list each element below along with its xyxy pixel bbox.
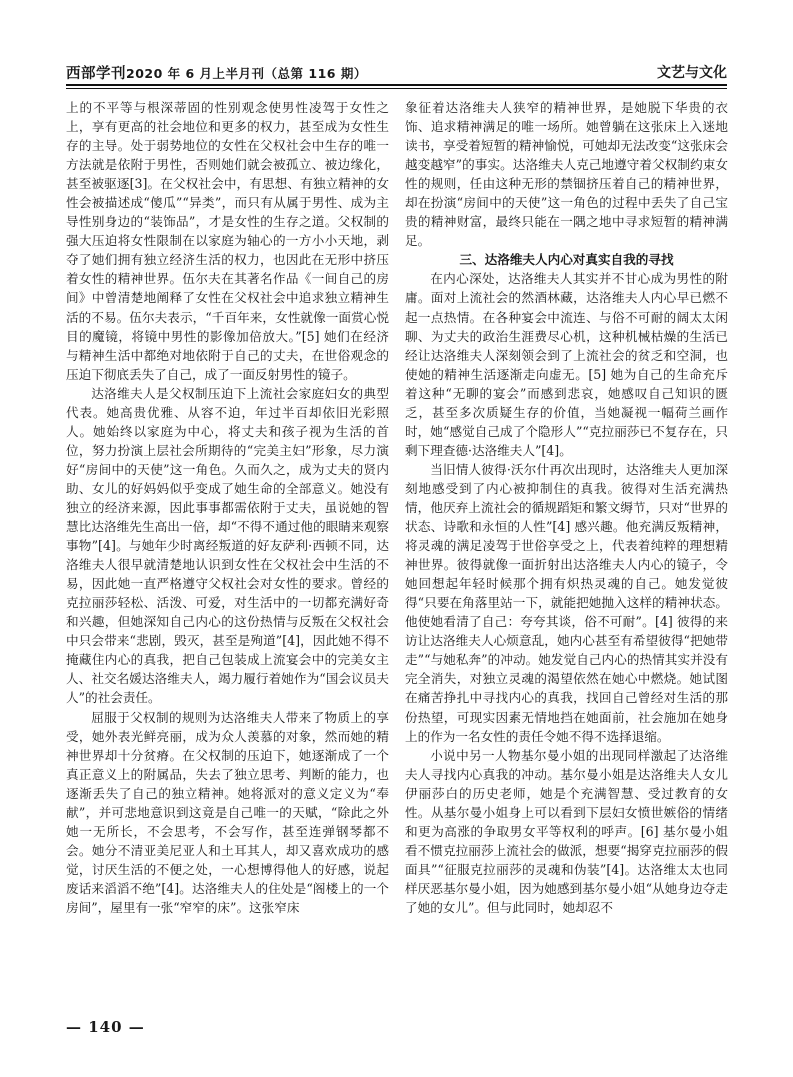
journal-title: 西部学刊 (66, 66, 126, 82)
left-column (66, 98, 389, 917)
journal-masthead (66, 62, 367, 83)
paragraph: 当旧情人彼得·沃尔什再次出现时，达洛维夫人更加深刻地感受到了内心被抑制住的真我。彼得对生活充满热情，他厌弃上流社会的循规蹈矩和繁文缛节，只对“世界的状态、诗歌和永恒的人性”[4] 感兴趣。他充满反叛精神，将灵魂的满足凌驾于世俗享受之上，代表着纯粹的理想精神世界。彼得就像一面折射出达洛维夫人内心的镜子，令她回想起年轻时候那个拥有炽热灵魂的自己。她发觉彼得“只要在角落里站一下，就能把她抛入这样的精神状态。他使她看清了自己：夸夸其谈，俗不可耐”。[4] 彼得的来访让达洛维夫人心烦意乱，她内心甚至有希望彼得“把她带走”“与她私奔”的冲动。她发觉自己内心的热情其实并没有完全消失，对独立灵魂的渴望依然在她心中燃烧。她试图在痛苦挣扎中寻找内心的真我，找回自己曾经对生活的那份热望，可现实因素无情地挡在她面前，社会施加在她身上的作为一名女性的责任令她不得不选择退缩。 (405, 461, 728, 744)
header-rule-thick (66, 84, 727, 86)
paragraph: 屈服于父权制的规则为达洛维夫人带来了物质上的享受，她外表光鲜亮丽，成为众人羡慕的对象，然而她的精神世界却十分贫瘠。在父权制的压迫下，她逐渐成了一个真正意义上的附属品，失去了独立思考、判断的能力，也逐渐丢失了自己的独立精神。她将派对的意义定义为“奉献”，并可悲地意识到这竟是自己唯一的天赋，“除此之外她一无所长，不会思考，不会写作，甚至连弹钢琴都不会。她分不清亚美尼亚人和土耳其人，却又喜欢成功的感觉，讨厌生活的不便之处，一心想博得他人的好感，说起废话来滔滔不绝”[4]。达洛维夫人的住处是“阁楼上的一个房间”，屋里有一张“窄窄的床”。这张窄床 (66, 709, 389, 915)
issue-info: 2020 年 6 月上半月刊（总第 116 期） (126, 66, 367, 81)
header-rule-thin (66, 88, 727, 89)
running-header (66, 58, 727, 84)
paragraph: 小说中另一人物基尔曼小姐的出现同样激起了达洛维夫人寻找内心真我的冲动。基尔曼小姐是达洛维夫人女儿伊丽莎白的历史老师，她是个充满智慧、受过教育的女性。从基尔曼小姐身上可以看到下层妇女愤世嫉俗的情绪和更为高涨的争取男女平等权利的呼声。[6] 基尔曼小姐看不惯克拉丽莎上流社会的做派，想要“揭穿克拉丽莎的假面具”“征服克拉丽莎的灵魂和伪装”[4]。达洛维太太也同样厌恶基尔曼小姐，因为她感到基尔曼小姐“从她身边夺走了她的女儿”。但与此同时，她却忍不 (405, 747, 728, 915)
page-number: — 140 — (66, 1018, 145, 1036)
right-column (405, 98, 728, 917)
paragraph: 达洛维夫人是父权制压迫下上流社会家庭妇女的典型代表。她高贵优雅、从容不迫，年过半百却依旧光彩照人。她始终以家庭为中心，将丈夫和孩子视为生活的首位，努力扮演上层社会所期待的“完美主妇”形象，尽力演好“房间中的天使”这一角色。久而久之，成为丈夫的贤内助、女儿的好妈妈似乎变成了她生命的全部意义。她没有独立的经济来源，因此事事都需依附于丈夫，虽说她的智慧比达洛维先生高出一倍，却“不得不通过他的眼睛来观察事物”[4]。与她年少时离经叛道的好友萨利·西顿不同，达洛维夫人很早就清楚地认识到女性在父权社会中生活的不易，因此她一直严格遵守父权社会对女性的要求。曾经的克拉丽莎轻松、活泼、可爱，对生活中的一切都充满好奇和兴趣，但她深知自己内心的这份热情与反叛在父权社会中只会带来“悲剧，毁灭，甚至是殉道”[4]，因此她不得不掩藏住内心的真我，把自己包装成上流宴会中的完美女主人、社交名媛达洛维夫人，竭力履行着她作为“国会议员夫人”的社会责任。 (66, 385, 389, 706)
section-title: 文艺与文化 (657, 65, 727, 81)
paragraph: 上的不平等与根深蒂固的性别观念使男性凌驾于女性之上，享有更高的社会地位和更多的权力，甚至成为女性生存的主导。处于弱势地位的女性在父权社会中生存的唯一方法就是依附于男性，否则她们就会被孤立、被边缘化，甚至被驱逐[3]。在父权社会中，有思想、有独立精神的女性会被描述成“傻瓜”“异类”，而只有从属于男性、成为主导性别身边的“装饰品”，才是女性的生存之道。父权制的强大压迫将女性限制在以家庭为轴心的一方小小天地，剥夺了她们拥有独立经济生活的权力，也因此在无形中挤压着女性的精神世界。伍尔夫在其著名作品《一间自己的房间》中曾清楚地阐释了女性在父权社会中追求独立精神生活的不易。伍尔夫表示，“千百年来，女性就像一面赏心悦目的魔镜，将镜中男性的影像加倍放大。”[5] 她们在经济与精神生活中都绝对地依附于自己的丈夫，在世俗观念的压迫下彻底丢失了自己，成了一面反射男性的镜子。 (66, 100, 389, 382)
paragraph: 象征着达洛维夫人狭窄的精神世界，是她脱下华贵的衣饰、追求精神满足的唯一场所。她曾躺在这张床上入迷地读书，享受着短暂的精神愉悦，可她却无法改变“这张床会越变越窄”的事实。达洛维夫人克己地遵守着父权制约束女性的规则，任由这种无形的禁锢挤压着自己的精神世界，却在扮演“房间中的天使”这一角色的过程中丢失了自己宝贵的精神财富，最终只能在一隅之地中寻求短暂的精神满足。 (405, 100, 728, 249)
paragraph: 在内心深处，达洛维夫人其实并不甘心成为男性的附庸。面对上流社会的然酒林藏，达洛维夫人内心早已燃不起一点热情。在各种宴会中流连、与俗不可耐的阔太太闲聊、为丈夫的政治生涯费尽心机，这种机械枯燥的生活已经让达洛维夫人深刻领会到了上流社会的贫乏和空洞，也使她的精神生活逐渐走向虚无。[5] 她为自己的生命充斥着这种“无聊的宴会”而感到悲哀，她感叹自己知识的匮乏，甚至多次质疑生存的价值，当她凝视一幅荷兰画作时，她“感觉自己成了个隐形人”“克拉丽莎已不复存在，只剩下理查德·达洛维夫人”[4]。 (405, 271, 728, 458)
section-heading: 三、达洛维夫人内心对真实自我的寻找 (459, 252, 674, 268)
